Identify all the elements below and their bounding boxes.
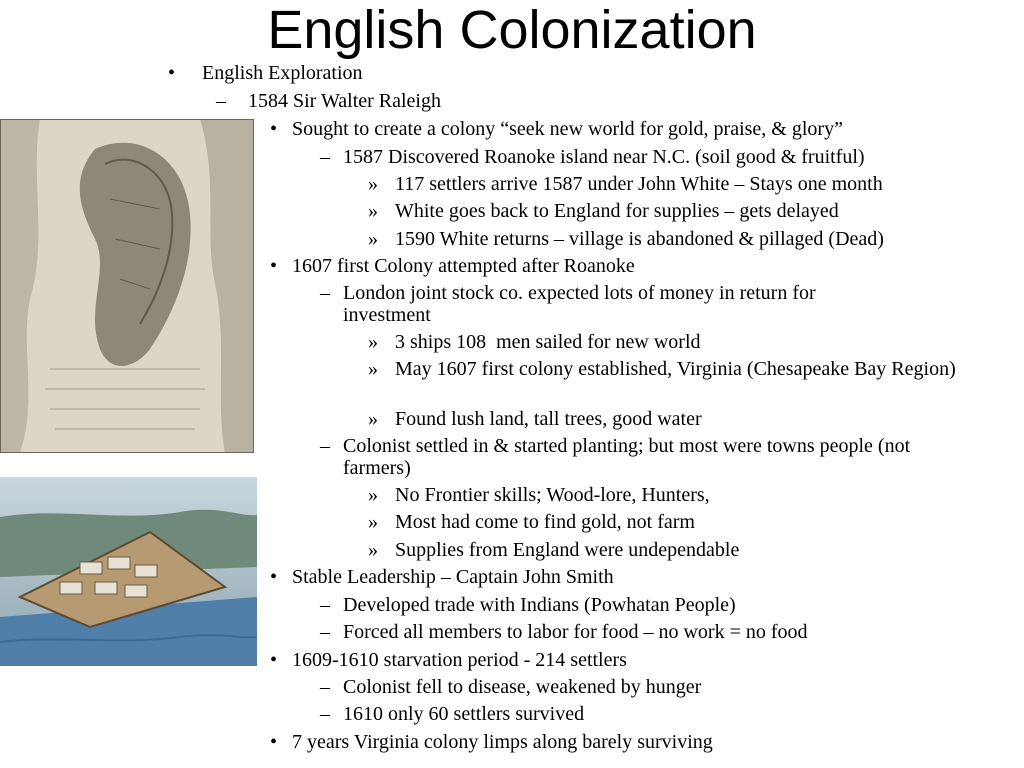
bullet-text: 1610 only 60 settlers survived — [343, 703, 585, 725]
bullet-item — [0, 62, 1024, 84]
bullet-marker: » — [368, 408, 378, 430]
bullet-text: Stable Leadership – Captain John Smith — [292, 566, 614, 588]
bullet-marker: • — [270, 731, 278, 753]
bullet-item — [0, 435, 1024, 479]
bullet-text: London joint stock co. expected lots of money in return for investment — [343, 282, 816, 326]
bullet-marker: – — [320, 146, 330, 168]
bullet-text: 1607 first Colony attempted after Roanoke — [292, 255, 635, 277]
bullet-item — [0, 731, 1024, 753]
bullet-text: Colonist settled in & started planting; but most were towns people (not farmers) — [343, 435, 911, 479]
bullet-text: Sought to create a colony “seek new world for gold, praise, & glory” — [292, 118, 843, 140]
bullet-item — [0, 331, 1024, 353]
bullet-text: 1584 Sir Walter Raleigh — [248, 90, 441, 112]
bullet-item — [0, 173, 1024, 195]
bullet-item — [0, 118, 1024, 140]
bullet-item — [0, 566, 1024, 588]
bullet-text: 1587 Discovered Roanoke island near N.C. (soil good & fruitful) — [343, 146, 865, 168]
bullet-marker: » — [368, 358, 378, 380]
bullet-item — [0, 408, 1024, 430]
bullet-marker: • — [270, 118, 278, 140]
bullet-item — [0, 255, 1024, 277]
bullet-item — [0, 594, 1024, 616]
bullet-item — [0, 228, 1024, 250]
bullet-item — [0, 539, 1024, 561]
bullet-marker: – — [320, 621, 330, 643]
bullet-text: Colonist fell to disease, weakened by hunger — [343, 676, 702, 698]
bullet-item — [0, 511, 1024, 533]
bullet-text: Found lush land, tall trees, good water — [395, 408, 702, 430]
bullet-marker: – — [320, 282, 330, 304]
bullet-item — [0, 90, 1024, 112]
bullet-text: 3 ships 108 men sailed for new world — [395, 331, 701, 353]
bullet-item — [0, 358, 1024, 380]
bullet-marker: » — [368, 484, 378, 506]
bullet-text: 7 years Virginia colony limps along barely surviving — [292, 731, 713, 753]
bullet-marker: » — [368, 331, 378, 353]
bullet-text: 1590 White returns – village is abandoned & pillaged (Dead) — [395, 228, 884, 250]
bullet-marker: – — [320, 594, 330, 616]
bullet-marker: • — [270, 255, 278, 277]
bullet-marker: • — [168, 62, 176, 84]
bullet-text: 1609-1610 starvation period - 214 settlers — [292, 649, 627, 671]
bullet-item — [0, 676, 1024, 698]
bullet-text: White goes back to England for supplies – gets delayed — [395, 200, 839, 222]
bullet-text: Developed trade with Indians (Powhatan People) — [343, 594, 736, 616]
bullet-text: Forced all members to labor for food – no work = no food — [343, 621, 808, 643]
bullet-text: 117 settlers arrive 1587 under John White – Stays one month — [395, 173, 883, 195]
bullet-marker: – — [320, 676, 330, 698]
bullet-item — [0, 200, 1024, 222]
bullet-item — [0, 146, 1024, 168]
bullet-text: English Exploration — [202, 62, 363, 84]
bullet-marker: • — [270, 566, 278, 588]
bullet-text: May 1607 first colony established, Virginia (Chesapeake Bay Region) — [395, 358, 956, 380]
bullet-item — [0, 703, 1024, 725]
bullet-item — [0, 649, 1024, 671]
bullet-text: Most had come to find gold, not farm — [395, 511, 695, 533]
bullet-marker: – — [320, 435, 330, 457]
bullet-marker: » — [368, 200, 378, 222]
bullet-marker: » — [368, 173, 378, 195]
bullet-item — [0, 282, 1024, 326]
bullet-marker: – — [216, 90, 226, 112]
bullet-marker: » — [368, 228, 378, 250]
bullet-text: Supplies from England were undependable — [395, 539, 740, 561]
bullet-marker: » — [368, 511, 378, 533]
bullet-marker: » — [368, 539, 378, 561]
bullet-marker: – — [320, 703, 330, 725]
bullet-marker: • — [270, 649, 278, 671]
slide-title: English Colonization — [267, 0, 757, 60]
bullet-item — [0, 484, 1024, 506]
bullet-item — [0, 621, 1024, 643]
bullet-text: No Frontier skills; Wood-lore, Hunters, — [395, 484, 710, 506]
